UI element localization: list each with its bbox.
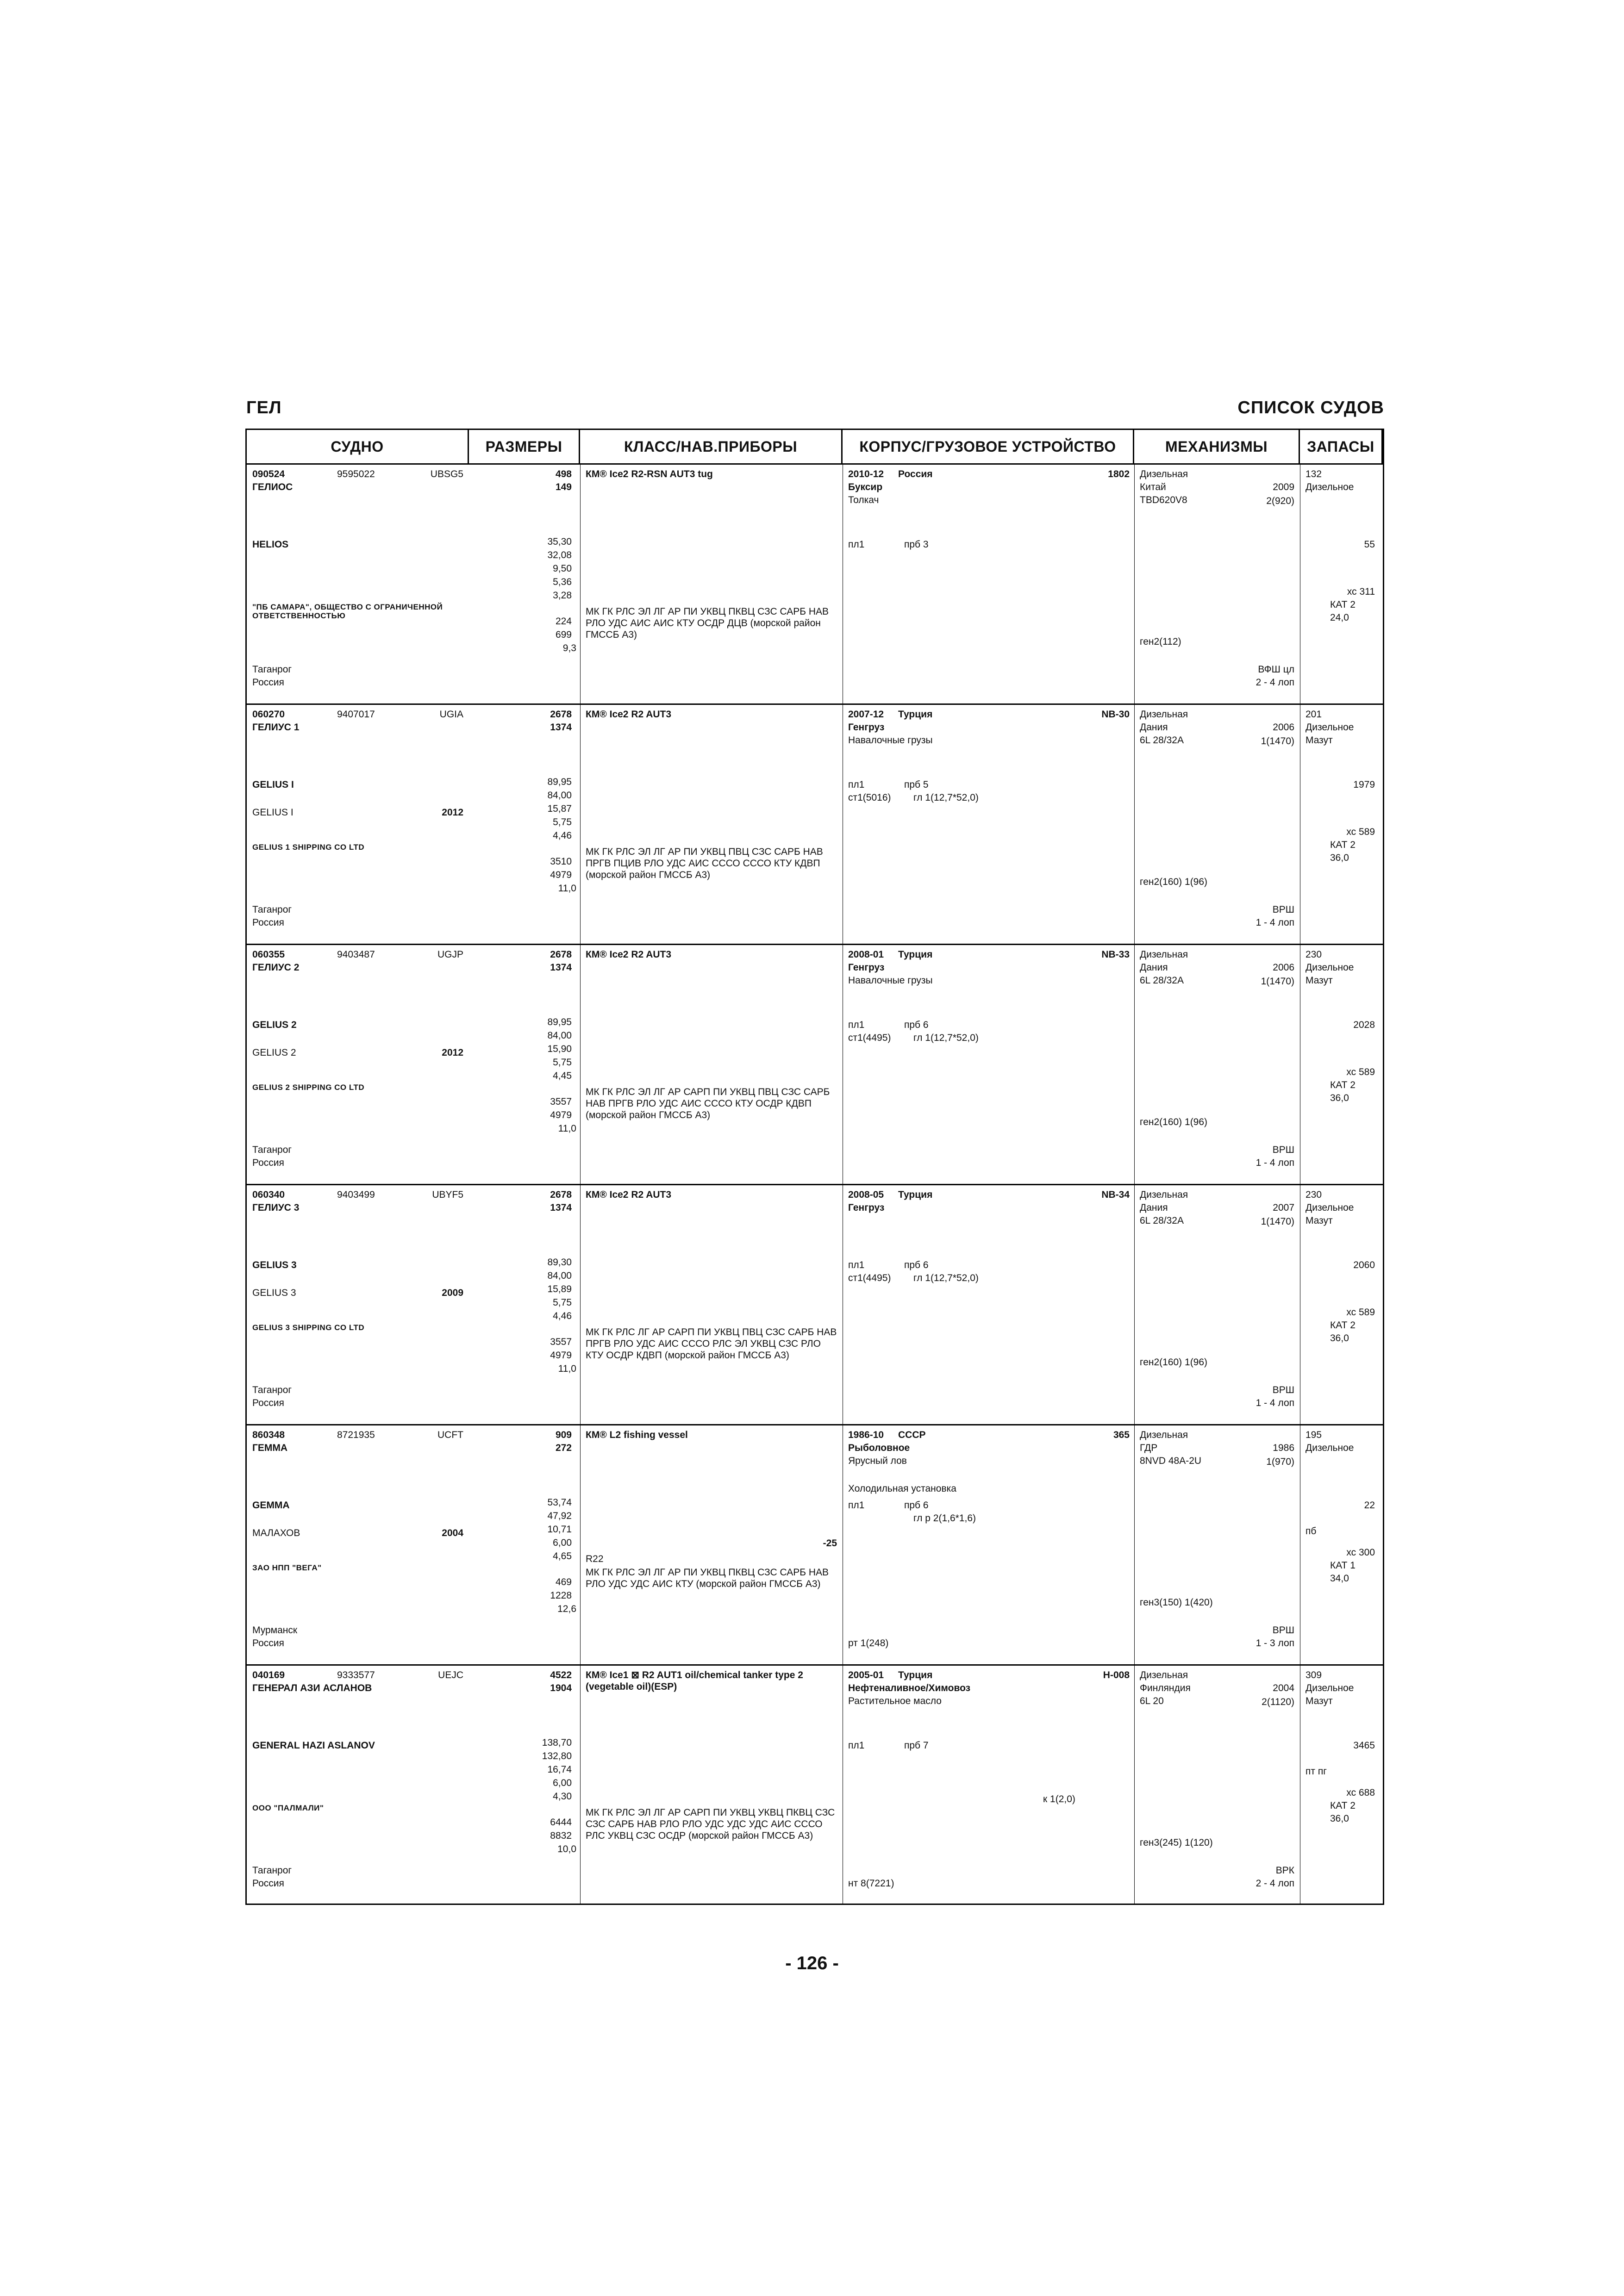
engine-power: 1(1470) (1261, 976, 1294, 987)
ship-purpose: Ярусный лов (848, 1456, 907, 1466)
nav-equipment: МК ГК РЛС ЭЛ ЛГ АР ПИ УКВЦ ПКВЦ СЗС САРБ НАВ РЛО УДС УДС АИС КТУ (морской район ГМССБ A3) (586, 1567, 829, 1589)
registry-number: 060340 (252, 1189, 285, 1200)
fresh-water: 55 (1364, 539, 1375, 550)
call-sign: UEJC (438, 1670, 463, 1680)
ship-type: Генгруз (848, 722, 885, 733)
engine-model: 6L 28/32A (1140, 735, 1184, 746)
length-overall: 53,74 (547, 1497, 572, 1508)
port-of-registry: Таганрог (252, 1145, 292, 1155)
length-overall: 89,30 (547, 1257, 572, 1268)
stores-extra: пб (1305, 1526, 1317, 1537)
fuel-type: Дизельное (1305, 1443, 1354, 1453)
breadth: 9,50 (553, 563, 572, 574)
refrigeration: Холодильная установка (848, 1483, 956, 1494)
imo-number: 9403487 (337, 949, 375, 960)
engine-power: 1(1470) (1261, 736, 1294, 747)
length-pp: 84,00 (547, 790, 572, 801)
category: КАТ 2 (1330, 1800, 1355, 1811)
gross-tonnage: 2678 (550, 949, 572, 960)
fresh-water: 1979 (1353, 779, 1375, 790)
engine-year: 2006 (1273, 962, 1294, 973)
fuel-type: Дизельное (1305, 1683, 1354, 1693)
speed: 10,0 (557, 1844, 576, 1854)
engine-country: Дания (1140, 722, 1168, 733)
length-overall: 89,95 (547, 777, 572, 787)
running-header-right: СПИСОК СУДОВ (1237, 398, 1384, 417)
nav-equipment: МК ГК РЛС ЭЛ ЛГ АР САРП ПИ УКВЦ ПВЦ СЗС САРБ НАВ ПРГВ РЛО УДС АИС СССО КТУ ОСДР КДВП (морской район ГМССБ A3) (586, 1087, 830, 1120)
holds: ст1(5016) (848, 792, 891, 803)
propeller-blades: 1 - 4 лоп (1255, 1157, 1294, 1168)
former-name: GELIUS I (252, 807, 294, 818)
yard-number: NB-33 (1101, 949, 1130, 960)
gross-tonnage: 498 (555, 469, 572, 479)
engine-country: Дания (1140, 1202, 1168, 1213)
category: КАТ 2 (1330, 840, 1355, 850)
column-header-ship: СУДНО (247, 430, 469, 463)
nav-equipment: МК ГК РЛС ЭЛ ЛГ АР ПИ УКВЦ ПВЦ СЗС САРБ НАВ ПРГВ ПЦИВ РЛО УДС АИС СССО СССО КТУ КДВП (морской район ГМССБ A3) (586, 846, 823, 880)
speed: 11,0 (558, 1363, 576, 1374)
breadth: 15,89 (547, 1284, 572, 1294)
imo-number: 9595022 (337, 469, 375, 479)
ship-name-latin: GENERAL HAZI ASLANOV (252, 1740, 375, 1751)
registry-number: 060355 (252, 949, 285, 960)
engine-model: 6L 20 (1140, 1696, 1164, 1706)
class-notation: КМ® L2 fishing vessel (586, 1430, 688, 1440)
displacement-light: 6444 (550, 1817, 572, 1828)
call-sign: UGIA (439, 709, 463, 720)
fuel-quantity: 230 (1305, 1189, 1322, 1200)
generators: ген3(245) 1(120) (1140, 1837, 1213, 1848)
imo-number: 9333577 (337, 1670, 375, 1680)
gross-tonnage: 2678 (550, 1189, 572, 1200)
engine-model: TBD620V8 (1140, 495, 1187, 505)
deadweight: 4979 (550, 1350, 572, 1361)
build-date: 2005-01 (848, 1670, 884, 1680)
port-of-registry: Таганрог (252, 1865, 292, 1876)
depth: 5,75 (553, 1057, 572, 1068)
engine-country: Китай (1140, 482, 1166, 492)
fuel-quantity: 230 (1305, 949, 1322, 960)
owner: GELIUS 3 SHIPPING CO LTD (252, 1323, 365, 1332)
length-pp: 84,00 (547, 1030, 572, 1041)
cargo-gear: к 1(2,0) (1043, 1794, 1075, 1804)
build-date: 2007-12 (848, 709, 884, 720)
crew-capacity: хс 311 (1347, 586, 1375, 597)
ship-entry (247, 465, 1383, 705)
fuel-type: Дизельное (1305, 1202, 1354, 1213)
build-country: Турция (898, 1670, 933, 1680)
ship-entry (247, 1425, 1383, 1666)
temperature-limit: -25 (823, 1538, 837, 1549)
length-pp: 32,08 (547, 550, 572, 560)
fuel-type: Дизельное (1305, 722, 1354, 733)
bulkheads: прб 3 (904, 539, 929, 550)
yard-number: 1802 (1108, 469, 1130, 479)
ship-entry (247, 705, 1383, 945)
speed: 11,0 (558, 1123, 576, 1134)
ship-name-latin: GELIUS 2 (252, 1020, 297, 1030)
fresh-water: 2028 (1353, 1020, 1375, 1030)
class-notation: КМ® Ice2 R2 AUT3 (586, 949, 672, 960)
generators: ген3(150) 1(420) (1140, 1597, 1213, 1608)
net-tonnage: 272 (555, 1443, 572, 1453)
imo-number: 9403499 (337, 1189, 375, 1200)
imo-number: 9407017 (337, 709, 375, 720)
port-of-registry: Мурманск (252, 1625, 298, 1636)
ship-name: ГЕНЕРАЛ АЗИ АСЛАНОВ (252, 1683, 372, 1693)
owner: GELIUS 1 SHIPPING CO LTD (252, 843, 365, 852)
propeller: ВРШ (1272, 1625, 1294, 1636)
class-notation: КМ® Ice1 ⊠ R2 AUT1 oil/chemical tanker type 2 (vegetable oil)(ESP) (586, 1670, 803, 1692)
former-name-year: 2012 (442, 1047, 463, 1058)
engine-type: Дизельная (1140, 469, 1188, 479)
length-pp: 47,92 (547, 1511, 572, 1521)
net-tonnage: 1374 (550, 1202, 572, 1213)
crew-capacity: хс 300 (1346, 1547, 1375, 1558)
ship-entry (247, 945, 1383, 1185)
propeller-blades: 1 - 4 лоп (1255, 1398, 1294, 1408)
ship-type: Рыболовное (848, 1443, 910, 1453)
bulkheads: прб 5 (904, 779, 929, 790)
ship-type: Генгруз (848, 962, 885, 973)
speed: 9,3 (562, 643, 576, 653)
fuel-type-secondary: Мазут (1305, 975, 1333, 986)
net-tonnage: 1374 (550, 722, 572, 733)
endurance: 24,0 (1330, 612, 1349, 623)
page-number: - 126 - (785, 1953, 839, 1973)
nav-equipment: МК ГК РЛС ЭЛ ЛГ АР САРП ПИ УКВЦ УКВЦ ПКВЦ СЗС СЗС САРБ НАВ РЛО РЛО УДС УДС УДС АИС СССО РЛС УКВЦ СЗС ОСДР (морской район ГМССБ A3) (586, 1807, 835, 1841)
build-date: 2008-01 (848, 949, 884, 960)
generators: ген2(160) 1(96) (1140, 1117, 1208, 1127)
engine-type: Дизельная (1140, 949, 1188, 960)
bulkheads: прб 6 (904, 1500, 929, 1511)
engine-model: 8NVD 48A-2U (1140, 1456, 1202, 1466)
bulkheads: прб 6 (904, 1020, 929, 1030)
engine-type: Дизельная (1140, 709, 1188, 720)
length-pp: 132,80 (542, 1751, 572, 1761)
ship-type: Генгруз (848, 1202, 885, 1213)
bulkheads: прб 7 (904, 1740, 929, 1751)
decks: пл1 (848, 1740, 865, 1751)
category: КАТ 2 (1330, 1080, 1355, 1090)
hatches: гл р 2(1,6*1,6) (913, 1513, 976, 1524)
draught: 4,46 (553, 1311, 572, 1321)
engine-year: 1986 (1273, 1443, 1294, 1453)
yard-number: NB-30 (1101, 709, 1130, 720)
nav-equipment: МК ГК РЛС ЛГ АР САРП ПИ УКВЦ ПВЦ СЗС САРБ НАВ ПРГВ РЛО УДС АИС СССО РЛС ЭЛ УКВЦ СЗС РЛО КТУ ОСДР КДВП (морской район ГМССБ A3) (586, 1327, 837, 1361)
build-date: 1986-10 (848, 1430, 884, 1440)
flag: Россия (252, 917, 284, 928)
nav-equipment: МК ГК РЛС ЭЛ ЛГ АР ПИ УКВЦ ПКВЦ СЗС САРБ НАВ РЛО УДС АИС АИС КТУ ОСДР ДЦВ (морской район ГМССБ A3) (586, 606, 829, 640)
ship-entry (247, 1185, 1383, 1425)
engine-type: Дизельная (1140, 1670, 1188, 1680)
deadweight: 1228 (550, 1590, 572, 1601)
yard-number: 365 (1113, 1430, 1130, 1440)
crew-capacity: хс 688 (1346, 1787, 1375, 1798)
engine-model: 6L 28/32A (1140, 1215, 1184, 1226)
ship-name-latin: GEMMA (252, 1500, 290, 1511)
breadth: 15,87 (547, 803, 572, 814)
fuel-quantity: 132 (1305, 469, 1322, 479)
column-header-hull: КОРПУС/ГРУЗОВОЕ УСТРОЙСТВО (843, 430, 1134, 463)
engine-year: 2009 (1273, 482, 1294, 492)
owner: "ПБ САМАРА", ОБЩЕСТВО С ОГРАНИЧЕННОЙ ОТВЕТСТВЕННОСТЬЮ (252, 603, 443, 620)
former-name-year: 2009 (442, 1288, 463, 1298)
flag: Россия (252, 1157, 284, 1168)
call-sign: UGJP (437, 949, 463, 960)
gross-tonnage: 4522 (550, 1670, 572, 1680)
displacement-light: 469 (555, 1577, 572, 1587)
breadth: 10,71 (547, 1524, 572, 1535)
decks: пл1 (848, 1260, 865, 1270)
ship-purpose: Навалочные грузы (848, 975, 933, 986)
engine-country: Финляндия (1140, 1683, 1191, 1693)
engine-type: Дизельная (1140, 1189, 1188, 1200)
hatches: гл 1(12,7*52,0) (913, 1033, 979, 1043)
generators: ген2(160) 1(96) (1140, 877, 1208, 887)
category: КАТ 2 (1330, 1320, 1355, 1331)
nav-extra: R22 (586, 1554, 604, 1564)
call-sign: UBSG5 (430, 469, 463, 479)
ship-name-latin: HELIOS (252, 539, 289, 550)
category: КАТ 1 (1330, 1560, 1355, 1571)
propeller-blades: 2 - 4 лоп (1255, 677, 1294, 688)
deadweight: 8832 (550, 1830, 572, 1841)
gross-tonnage: 909 (555, 1430, 572, 1440)
decks: пл1 (848, 539, 865, 550)
port-of-registry: Таганрог (252, 904, 292, 915)
ship-purpose: Навалочные грузы (848, 735, 933, 746)
call-sign: UBYF5 (432, 1189, 463, 1200)
draught: 4,65 (553, 1551, 572, 1562)
depth: 5,36 (553, 577, 572, 587)
decks: пл1 (848, 779, 865, 790)
stores-extra: пт пг (1305, 1766, 1327, 1777)
port-of-registry: Таганрог (252, 1385, 292, 1395)
deadweight: 699 (555, 629, 572, 640)
fuel-type-secondary: Мазут (1305, 735, 1333, 746)
engine-year: 2006 (1273, 722, 1294, 733)
former-name-year: 2012 (442, 807, 463, 818)
engine-power: 1(970) (1266, 1456, 1294, 1467)
length-overall: 138,70 (542, 1737, 572, 1748)
former-name: МАЛАХОВ (252, 1528, 300, 1538)
build-date: 2008-05 (848, 1189, 884, 1200)
propeller-blades: 1 - 3 лоп (1255, 1638, 1294, 1649)
ship-name-latin: GELIUS 3 (252, 1260, 297, 1270)
endurance: 36,0 (1330, 1813, 1349, 1824)
ship-type: Нефтеналивное/Химовоз (848, 1683, 971, 1693)
build-country: Турция (898, 709, 933, 720)
fresh-water: 3465 (1353, 1740, 1375, 1751)
build-country: Турция (898, 1189, 933, 1200)
engine-country: ГДР (1140, 1443, 1158, 1453)
deadweight: 4979 (550, 1110, 572, 1120)
decks: пл1 (848, 1500, 865, 1511)
crew-capacity: хс 589 (1346, 827, 1375, 837)
fuel-type: Дизельное (1305, 482, 1354, 492)
decks: пл1 (848, 1020, 865, 1030)
propeller: ВФШ цл (1258, 664, 1294, 675)
displacement-light: 3510 (550, 856, 572, 867)
registry-number: 090524 (252, 469, 285, 479)
registry-number: 040169 (252, 1670, 285, 1680)
length-overall: 35,30 (547, 536, 572, 547)
depth: 6,00 (553, 1778, 572, 1788)
fresh-water: 2060 (1353, 1260, 1375, 1270)
ship-name: ГЕЛИОС (252, 482, 293, 492)
flag: Россия (252, 1398, 284, 1408)
class-notation: КМ® Ice2 R2-RSN AUT3 tug (586, 469, 713, 479)
bulkheads: прб 6 (904, 1260, 929, 1270)
column-header-class: КЛАСС/НАВ.ПРИБОРЫ (580, 430, 843, 463)
former-name-year: 2004 (442, 1528, 463, 1538)
endurance: 36,0 (1330, 1333, 1349, 1344)
ship-type: Буксир (848, 482, 883, 492)
call-sign: UCFT (437, 1430, 463, 1440)
fresh-water: 22 (1364, 1500, 1375, 1511)
generators: ген2(160) 1(96) (1140, 1357, 1208, 1368)
engine-power: 2(920) (1266, 496, 1294, 506)
column-header-dimensions: РАЗМЕРЫ (469, 430, 580, 463)
former-name: GELIUS 2 (252, 1047, 296, 1058)
endurance: 36,0 (1330, 852, 1349, 863)
depth: 6,00 (553, 1537, 572, 1548)
depth: 5,75 (553, 817, 572, 828)
speed: 12,6 (557, 1604, 576, 1614)
draught: 4,30 (553, 1791, 572, 1802)
propeller-blades: 1 - 4 лоп (1255, 917, 1294, 928)
draught: 4,45 (553, 1070, 572, 1081)
engine-year: 2007 (1273, 1202, 1294, 1213)
holds: ст1(4495) (848, 1273, 891, 1283)
ship-register-table (245, 429, 1384, 1905)
yard-number: H-008 (1103, 1670, 1130, 1680)
registry-number: 060270 (252, 709, 285, 720)
port-of-registry: Таганрог (252, 664, 292, 675)
endurance: 36,0 (1330, 1093, 1349, 1103)
ship-name: ГЕЛИУС 3 (252, 1202, 300, 1213)
yard-number: NB-34 (1101, 1189, 1130, 1200)
propeller: ВРШ (1272, 904, 1294, 915)
crew-capacity: хс 589 (1346, 1067, 1375, 1077)
displacement-light: 224 (555, 616, 572, 627)
flag: Россия (252, 677, 284, 688)
hatches: гл 1(12,7*52,0) (913, 1273, 979, 1283)
breadth: 15,90 (547, 1044, 572, 1054)
engine-power: 2(1120) (1262, 1697, 1294, 1707)
gross-tonnage: 2678 (550, 709, 572, 720)
build-country: Россия (898, 469, 933, 479)
ship-name: ГЕЛИУС 1 (252, 722, 300, 733)
length-overall: 89,95 (547, 1017, 572, 1027)
flag: Россия (252, 1878, 284, 1889)
endurance: 34,0 (1330, 1573, 1349, 1584)
flag: Россия (252, 1638, 284, 1649)
net-tonnage: 149 (555, 482, 572, 492)
owner: ООО "ПАЛМАЛИ" (252, 1804, 324, 1812)
fuel-quantity: 309 (1305, 1670, 1322, 1680)
crew-capacity: хс 589 (1346, 1307, 1375, 1318)
owner: ЗАО НПП "ВЕГА" (252, 1563, 322, 1572)
depth: 5,75 (553, 1297, 572, 1308)
class-notation: КМ® Ice2 R2 AUT3 (586, 709, 672, 720)
propeller-blades: 2 - 4 лоп (1255, 1878, 1294, 1889)
running-header-left: ГЕЛ (246, 398, 282, 417)
draught: 3,28 (553, 590, 572, 601)
net-tonnage: 1904 (550, 1683, 572, 1693)
engine-model: 6L 28/32A (1140, 975, 1184, 986)
fuel-type: Дизельное (1305, 962, 1354, 973)
column-header-machinery: МЕХАНИЗМЫ (1134, 430, 1300, 463)
engine-type: Дизельная (1140, 1430, 1188, 1440)
generators: ген2(112) (1140, 636, 1181, 647)
imo-number: 8721935 (337, 1430, 375, 1440)
engine-country: Дания (1140, 962, 1168, 973)
breadth: 16,74 (547, 1764, 572, 1775)
registry-number: 860348 (252, 1430, 285, 1440)
engine-year: 2004 (1273, 1683, 1294, 1693)
ship-name: ГЕММА (252, 1443, 288, 1453)
fuel-type-secondary: Мазут (1305, 1215, 1333, 1226)
column-header-stores: ЗАПАСЫ (1300, 430, 1383, 463)
hatches: гл 1(12,7*52,0) (913, 792, 979, 803)
ship-entry (247, 1666, 1383, 1906)
category: КАТ 2 (1330, 599, 1355, 610)
build-country: СССР (898, 1430, 926, 1440)
tanks: рт 1(248) (848, 1638, 889, 1649)
deadweight: 4979 (550, 870, 572, 880)
ship-purpose: Растительное масло (848, 1696, 942, 1706)
displacement-light: 3557 (550, 1337, 572, 1347)
net-tonnage: 1374 (550, 962, 572, 973)
owner: GELIUS 2 SHIPPING CO LTD (252, 1083, 365, 1092)
ship-name-latin: GELIUS I (252, 779, 294, 790)
tanks: нт 8(7221) (848, 1878, 894, 1889)
propeller: ВРШ (1272, 1145, 1294, 1155)
class-notation: КМ® Ice2 R2 AUT3 (586, 1189, 672, 1200)
draught: 4,46 (553, 830, 572, 841)
ship-name: ГЕЛИУС 2 (252, 962, 300, 973)
former-name: GELIUS 3 (252, 1288, 296, 1298)
build-date: 2010-12 (848, 469, 884, 479)
fuel-quantity: 195 (1305, 1430, 1322, 1440)
engine-power: 1(1470) (1261, 1216, 1294, 1227)
ship-purpose: Толкач (848, 495, 879, 505)
fuel-quantity: 201 (1305, 709, 1322, 720)
displacement-light: 3557 (550, 1096, 572, 1107)
propeller: ВРШ (1272, 1385, 1294, 1395)
speed: 11,0 (558, 883, 576, 894)
length-pp: 84,00 (547, 1270, 572, 1281)
build-country: Турция (898, 949, 933, 960)
holds: ст1(4495) (848, 1033, 891, 1043)
propeller: ВРК (1275, 1865, 1294, 1876)
fuel-type-secondary: Мазут (1305, 1696, 1333, 1706)
